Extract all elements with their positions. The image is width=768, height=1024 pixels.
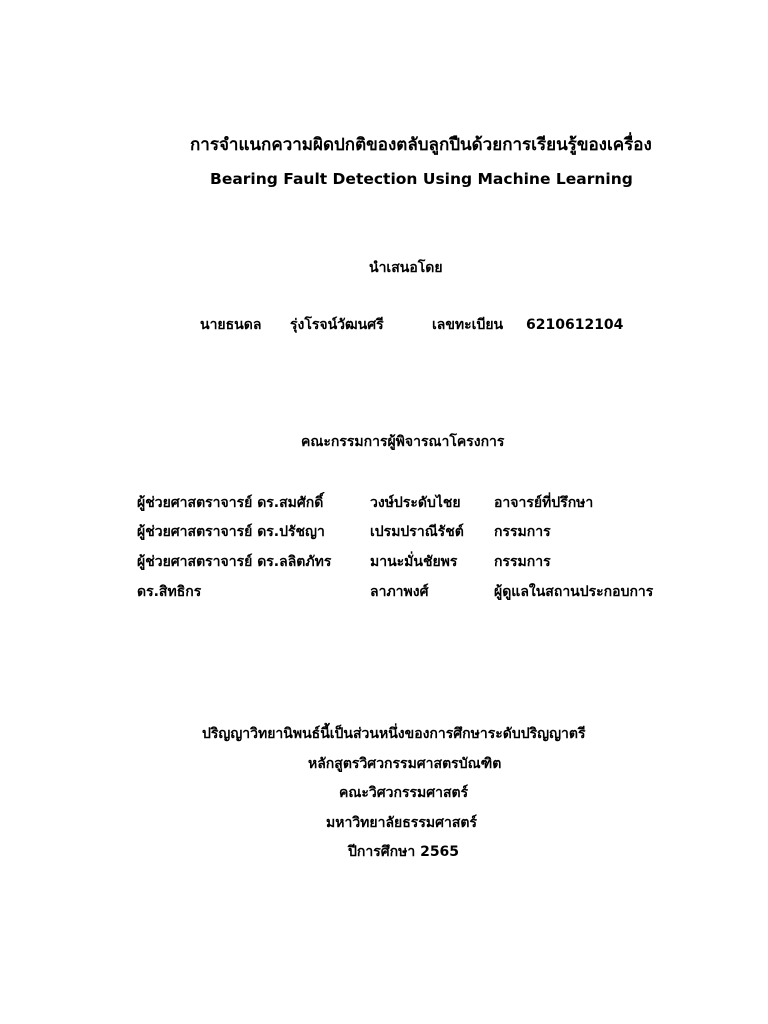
program-line: หลักสูตรวิศวกรรมศาสตรบัณฑิต bbox=[308, 756, 502, 772]
member-surname: เปรมปราณีรัชต์ bbox=[370, 524, 464, 540]
student-id: 6210612104 bbox=[526, 317, 624, 333]
student-last-name: รุ่งโรจน์วัฒนศรี bbox=[290, 317, 384, 333]
committee-member bbox=[0, 521, 768, 541]
member-name: ผู้ช่วยศาสตราจารย์ ดร.ปรัชญา bbox=[137, 524, 325, 540]
member-name: ดร.สิทธิกร bbox=[137, 584, 202, 600]
member-role: กรรมการ bbox=[494, 524, 551, 540]
english-title: Bearing Fault Detection Using Machine Learning bbox=[210, 170, 633, 188]
member-name: ผู้ช่วยศาสตราจารย์ ดร.สมศักดิ์ bbox=[137, 495, 324, 511]
degree-line: ปริญญาวิทยานิพนธ์นี้เป็นส่วนหนึ่งของการศึกษาระดับปริญญาตรี bbox=[202, 726, 586, 742]
thai-title: การจำแนกความผิดปกติของตลับลูกปืนด้วยการเรียนรู้ของเครื่อง bbox=[190, 135, 652, 155]
member-surname: ลาภาพงศ์ bbox=[370, 584, 429, 600]
student-id-label: เลขทะเบียน bbox=[432, 317, 504, 333]
presented-by-label: นำเสนอโดย bbox=[369, 260, 443, 276]
member-role: อาจารย์ที่ปรึกษา bbox=[494, 495, 594, 511]
committee-member bbox=[0, 492, 768, 512]
committee-member bbox=[0, 581, 768, 601]
academic-year-line: ปีการศึกษา 2565 bbox=[348, 844, 460, 860]
committee-heading: คณะกรรมการผู้พิจารณาโครงการ bbox=[301, 434, 505, 450]
member-surname: มานะมั่นชัยพร bbox=[370, 554, 458, 570]
student-first-name: นายธนดล bbox=[200, 317, 262, 333]
member-surname: วงษ์ประดับไชย bbox=[370, 495, 461, 511]
member-role: ผู้ดูแลในสถานประกอบการ bbox=[494, 584, 654, 600]
committee-member bbox=[0, 551, 768, 571]
faculty-line: คณะวิศวกรรมศาสตร์ bbox=[339, 785, 469, 801]
member-name: ผู้ช่วยศาสตราจารย์ ดร.ลลิตภัทร bbox=[137, 554, 332, 570]
member-role: กรรมการ bbox=[494, 554, 551, 570]
university-line: มหาวิทยาลัยธรรมศาสตร์ bbox=[326, 815, 477, 831]
